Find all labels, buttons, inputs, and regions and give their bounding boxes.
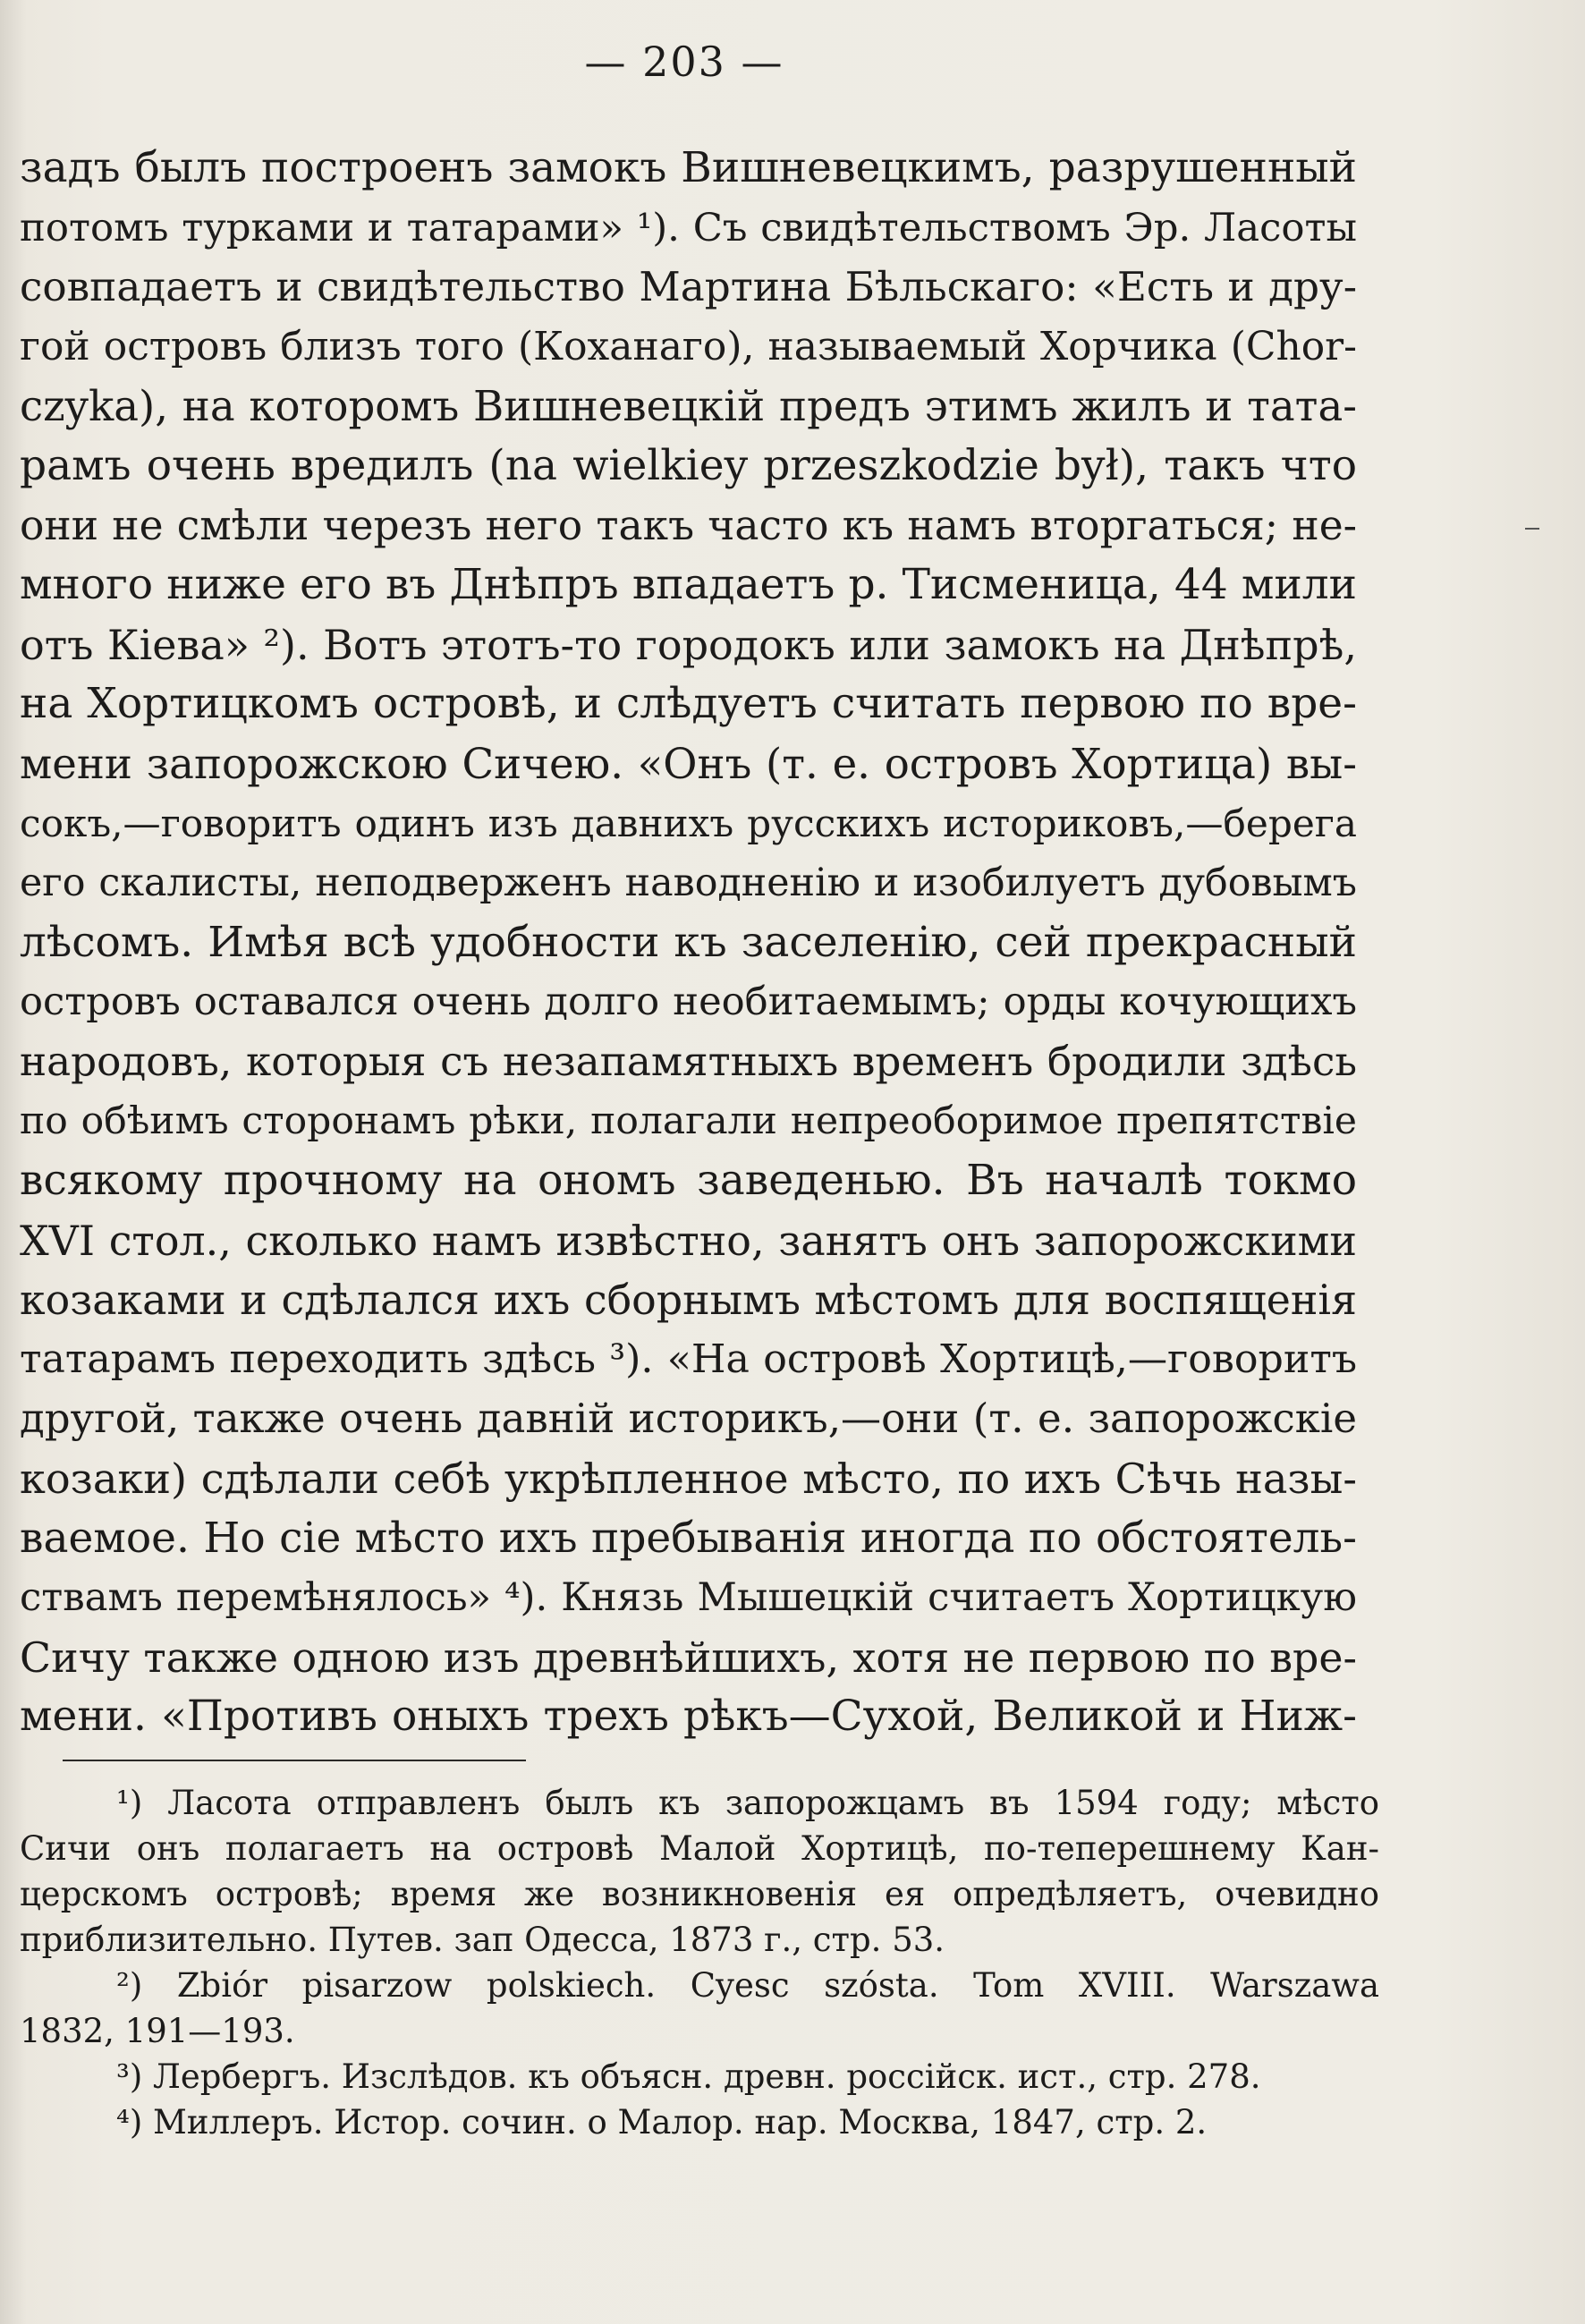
footnote-divider [63,1760,526,1761]
text-line: XVI стол., сколько намъ извѣстно, занятъ онъ запорожскими [20,1216,1357,1265]
text-line: козаками и сдѣлался ихъ сборнымъ мѣстомъ для воспященія [20,1276,1357,1325]
text-line: другой, также очень давній историкъ,—они (т. е. запорожскіе [20,1395,1357,1443]
text-line: задъ былъ построенъ замокъ Вишневецкимъ, разрушенный [20,143,1357,192]
text-line: много ниже его въ Днѣпръ впадаетъ р. Тисменица, 44 мили [20,560,1357,610]
text-line: Сичу также одною изъ древнѣйшихъ, хотя не первою по вре- [20,1633,1357,1682]
text-line: отъ Кіева» ²). Вотъ этотъ-то городокъ или замокъ на Днѣпрѣ, [20,620,1357,669]
text-line: козаки) сдѣлали себѣ укрѣпленное мѣсто, по ихъ Сѣчь назы- [20,1455,1357,1504]
text-line: ствамъ перемѣнялось» ⁴). Князь Мышецкій считаетъ Хортицкую [20,1575,1357,1621]
footnote-line: приблизительно. Путев. зап Одесса, 1873 г., стр. 53. [20,1921,945,1959]
footnote-line: Сичи онъ полагаетъ на островѣ Малой Хортицѣ, по-теперешнему Кан- [20,1829,1379,1868]
text-line: по обѣимъ сторонамъ рѣки, полагали непреоборимое препятствіе [20,1098,1357,1143]
text-line: ваемое. Но сіе мѣсто ихъ пребыванія иногда по обстоятель- [20,1513,1357,1563]
text-line: совпадаетъ и свидѣтельство Мартина Бѣльскаго: «Есть и дру- [20,263,1357,311]
text-line: островъ оставался очень долго необитаемымъ; орды кочующихъ [20,980,1357,1025]
footnote-line: ³) Лербергъ. Изслѣдов. къ объясн. древн. россійск. ист., стр. 278. [116,2057,1261,2096]
text-line: потомъ турками и татарами» ¹). Съ свидѣтельствомъ Эр. Ласоты [20,205,1357,250]
page-number: — 203 — [584,38,784,86]
text-line: мени запорожскою Сичею. «Онъ (т. е. островъ Хортица) вы- [20,739,1357,788]
footnote-line: ⁴) Миллеръ. Истор. сочин. о Малор. нар. Москва, 1847, стр. 2. [116,2103,1208,2142]
footnotes [20,1780,1379,2145]
footnote-line: ¹) Ласота отправленъ былъ къ запорожцамъ въ 1594 году; мѣсто [116,1784,1379,1822]
text-line: всякому прочному на ономъ заведенью. Въ началѣ токмо [20,1156,1357,1206]
footnote-line: церскомъ островѣ; время же возникновенія ея опредѣляетъ, очевидно [20,1875,1379,1913]
text-line: рамъ очень вредилъ (na wielkiey przeszkodzie był), такъ что [20,440,1357,490]
text-line: народовъ, которыя съ незапамятныхъ временъ бродили здѣсь [20,1037,1357,1085]
text-line: гой островъ близъ того (Коханаго), называемый Хорчика (Chor- [20,323,1357,369]
margin-mark [1525,528,1539,530]
text-line: лѣсомъ. Имѣя всѣ удобности къ заселенію, сей прекрасный [20,917,1357,967]
text-line: czyka), на которомъ Вишневецкій предъ этимъ жилъ и тата- [20,382,1357,431]
main-text [20,139,1357,1747]
text-line: сокъ,—говоритъ одинъ изъ давнихъ русскихъ историковъ,—берега [20,801,1357,845]
text-line: татарамъ переходить здѣсь ³). «На островѣ Хортицѣ,—говоритъ [20,1336,1357,1382]
footnote-line: 1832, 191—193. [20,2012,295,2050]
text-line: мени. «Противъ оныхъ трехъ рѣкъ—Сухой, Великой и Ниж- [20,1692,1357,1742]
text-line: они не смѣли черезъ него такъ часто къ намъ вторгаться; не- [20,501,1357,549]
footnote-line: ²) Zbiór pisarzow polskiech. Cyesc szósta. Tom XVIII. Warszawa [116,1966,1379,2005]
text-line: на Хортицкомъ островѣ, и слѣдуетъ считать первою по вре- [20,679,1357,729]
text-line: его скалисты, неподверженъ наводненію и изобилуетъ дубовымъ [20,861,1357,906]
